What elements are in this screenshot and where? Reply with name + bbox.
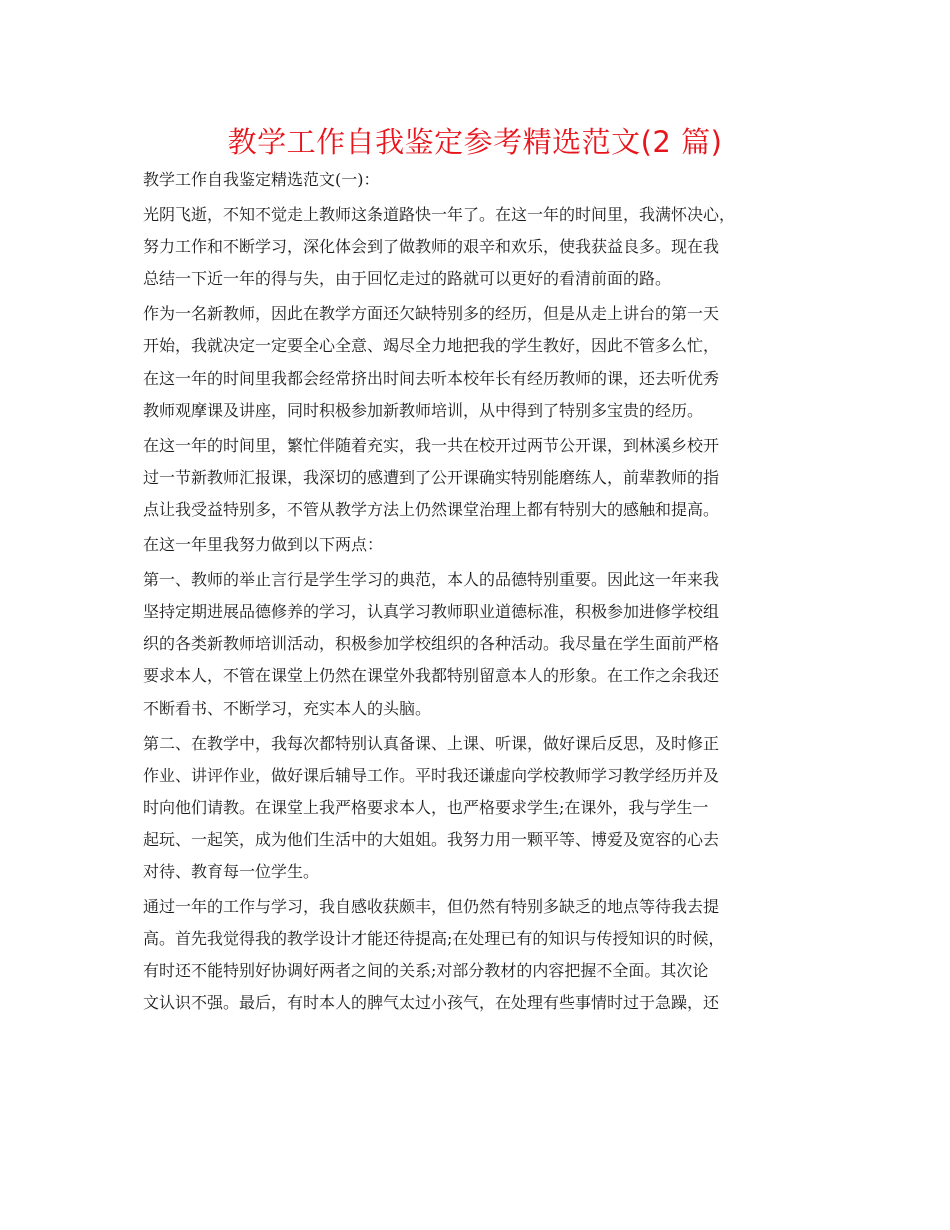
- text-line: 光阴飞逝，不知不觉走上教师这条道路快一年了。在这一年的时间里，我满怀决心，: [143, 205, 736, 225]
- text-line: 教学工作自我鉴定精选范文(一)：: [143, 170, 380, 189]
- text-line: 开始，我就决定一定要全心全意、竭尽全力地把我的学生教好，因此不管多么忙，: [143, 336, 720, 356]
- paragraph: [143, 298, 815, 426]
- paragraph: [143, 430, 815, 526]
- text-line: 不断看书、不断学习，充实本人的头脑。: [143, 698, 432, 718]
- text-line: 作业、讲评作业，做好课后辅导工作。平时我还谦虚向学校教师学习教学经历并及: [143, 765, 720, 785]
- text-line: 努力工作和不断学习，深化体会到了做教师的艰辛和欢乐，使我获益良多。现在我: [143, 237, 720, 257]
- text-line: 在这一年里我努力做到以下两点：: [143, 535, 384, 555]
- text-line: 有时还不能特别好协调好两者之间的关系;对部分教材的内容把握不全面。其次论: [143, 961, 709, 981]
- text-line: 坚持定期进展品德修养的学习，认真学习教师职业道德标准，积极参加进修学校组: [143, 602, 720, 622]
- text-line: 教师观摩课及讲座，同时积极参加新教师培训，从中得到了特别多宝贵的经历。: [143, 400, 704, 420]
- document-body: [143, 164, 815, 1019]
- text-line: 第二、在教学中，我每次都特别认真备课、上课、听课，做好课后反思，及时修正: [143, 733, 720, 753]
- paragraph: [143, 529, 815, 561]
- paragraph: [143, 564, 815, 724]
- text-line: 时向他们请教。在课堂上我严格要求本人，也严格要求学生;在课外，我与学生一: [143, 797, 709, 817]
- paragraph: [143, 199, 815, 295]
- text-line: 通过一年的工作与学习，我自感收获颇丰，但仍然有特别多缺乏的地点等待我去提: [143, 897, 720, 917]
- paragraph: [143, 728, 815, 888]
- text-line: 织的各类新教师培训活动，积极参加学校组织的各种活动。我尽量在学生面前严格: [143, 634, 720, 654]
- text-line: 总结一下近一年的得与失，由于回忆走过的路就可以更好的看清前面的路。: [143, 269, 672, 289]
- text-line: 对待、教育每一位学生。: [143, 861, 320, 881]
- paragraph: [143, 891, 815, 1019]
- document-title: 教学工作自我鉴定参考精选范文(2 篇): [227, 125, 723, 159]
- text-line: 起玩、一起笑，成为他们生活中的大姐姐。我努力用一颗平等、博爱及宽容的心去: [143, 829, 720, 849]
- text-line: 要求本人，不管在课堂上仍然在课堂外我都特别留意本人的形象。在工作之余我还: [143, 666, 720, 686]
- text-line: 在这一年的时间里我都会经常挤出时间去听本校年长有经历教师的课，还去听优秀: [143, 368, 720, 388]
- text-line: 高。首先我觉得我的教学设计才能还待提高;在处理已有的知识与传授知识的时候，: [143, 929, 725, 949]
- text-line: 作为一名新教师，因此在教学方面还欠缺特别多的经历，但是从走上讲台的第一天: [143, 304, 720, 324]
- text-line: 过一节新教师汇报课，我深切的感遭到了公开课确实特别能磨练人，前辈教师的指: [143, 467, 720, 487]
- text-line: 点让我受益特别多，不管从教学方法上仍然课堂治理上都有特别大的感触和提高。: [143, 499, 720, 519]
- text-line: 第一、教师的举止言行是学生学习的典范，本人的品德特别重要。因此这一年来我: [143, 570, 720, 590]
- paragraph: [143, 164, 815, 196]
- text-line: 在这一年的时间里，繁忙伴随着充实，我一共在校开过两节公开课，到林溪乡校开: [143, 435, 720, 455]
- text-line: 文认识不强。最后，有时本人的脾气太过小孩气，在处理有些事情时过于急躁，还: [143, 993, 720, 1013]
